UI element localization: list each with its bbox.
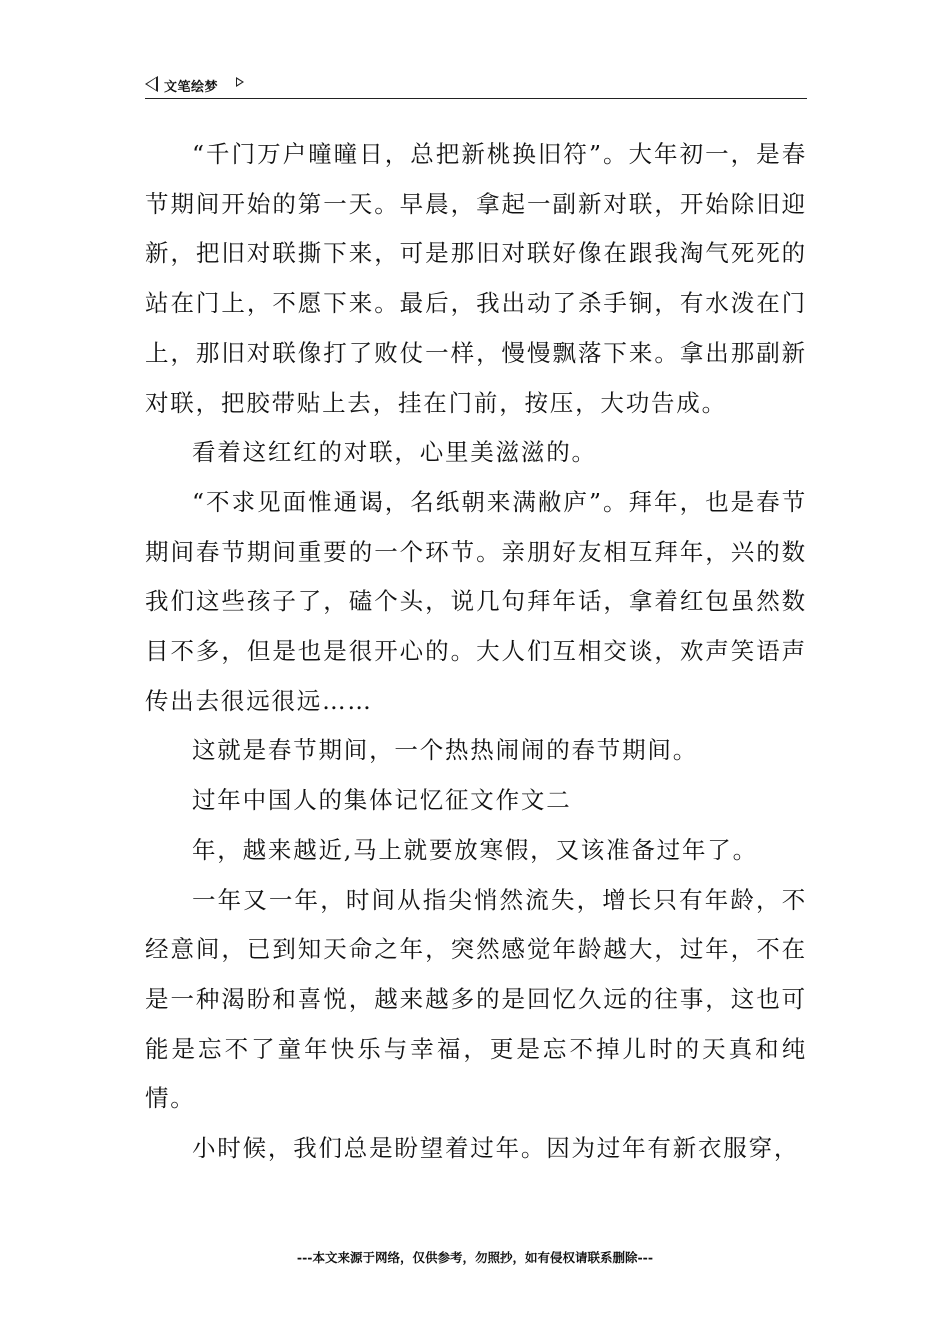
triangle-left-icon bbox=[145, 76, 158, 92]
document-body bbox=[145, 130, 807, 1174]
footer-notice: ---本文来源于网络，仅供参考，勿照抄，如有侵权请联系删除--- bbox=[296, 1250, 654, 1265]
header-brand: 文笔绘梦 bbox=[164, 80, 219, 95]
paragraph: 看着这红红的对联，心里美滋滋的。 bbox=[192, 438, 597, 467]
paragraph: 这就是春节期间，一个热热闹闹的春节期间。 bbox=[192, 736, 698, 765]
paragraph: 一年又一年，时间从指尖悄然流失，增长只有年龄，不经意间，已到知天命之年，突然感觉年龄越大，过年，不在是一种渴盼和喜悦，越来越多的是回忆久远的往事，这也可能是忘不了童年快乐与幸福，更是忘不掉儿时的天真和纯情。 bbox=[145, 885, 807, 1113]
section-title: 过年中国人的集体记忆征文作文二 bbox=[192, 786, 572, 815]
paragraph: “千门万户曈曈日，总把新桃换旧符”。大年初一，是春节期间开始的第一天。早晨，拿起一副新对联，开始除旧迎新，把旧对联撕下来，可是那旧对联好像在跟我淘气死死的站在门上，不愿下来。最后，我出动了杀手锏，有水泼在门上，那旧对联像打了败仗一样，慢慢飘落下来。拿出那副新对联，把胶带贴上去，挂在门前，按压，大功告成。 bbox=[145, 140, 807, 417]
page-header bbox=[145, 74, 807, 99]
paragraph: 小时候，我们总是盼望着过年。因为过年有新衣服穿， bbox=[192, 1134, 800, 1163]
paragraph: 年，越来越近,马上就要放寒假，又该准备过年了。 bbox=[192, 835, 758, 864]
paragraph: “不求见面惟通谒，名纸朝来满敝庐”。拜年，也是春节期间春节期间重要的一个环节。亲朋好友相互拜年，兴的数我们这些孩子了，磕个头，说几句拜年话，拿着红包虽然数目不多，但是也是很开心的。大人们互相交谈，欢声笑语声传出去很远很远…… bbox=[145, 487, 807, 715]
triangle-right-icon bbox=[236, 77, 244, 87]
